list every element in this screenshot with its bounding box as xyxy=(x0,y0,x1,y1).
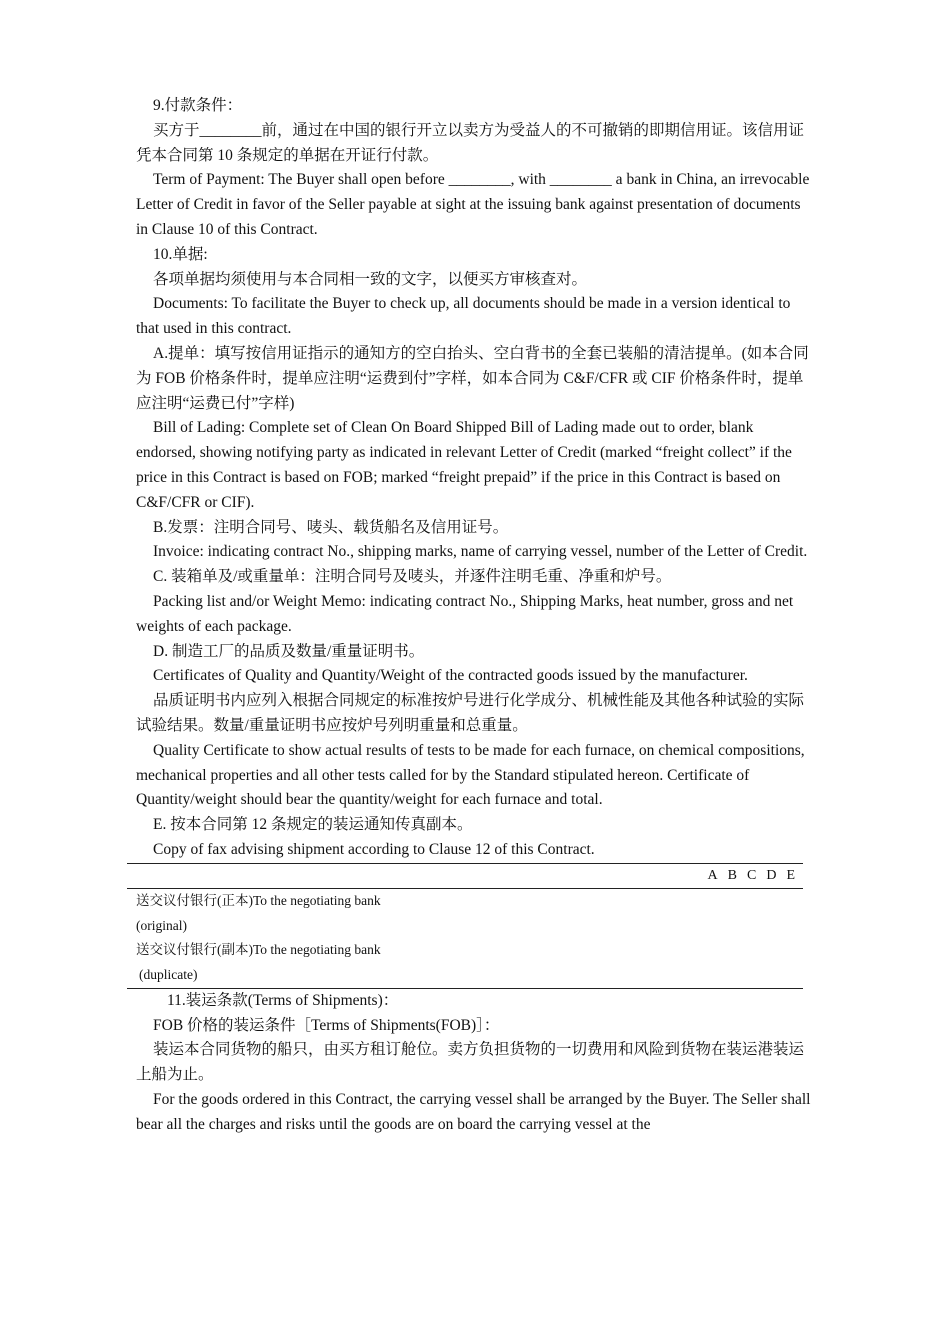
clause-10d2-en: Quality Certificate to show actual results of tests to be made for each furnace, on chemical compositions, mechanical properties and all other tests called for by the Standard stipulated hereon. Certificate of Quantity/weight should bear the quantity/weight for each furnace and total. xyxy=(136,741,805,809)
clause-11-heading: 11.装运条款(Terms of Shipments)： xyxy=(167,991,399,1009)
clause-9-zh: 买方于________前，通过在中国的银行开立以卖方为受益人的不可撤销的即期信用证。该信用证凭本合同第 10 条规定的单据在开证行付款。 xyxy=(136,121,805,164)
table-row: 送交议付银行(副本)To the negotiating bank xyxy=(136,942,381,958)
clause-10-heading: 10.单据: xyxy=(153,245,208,263)
clause-11-zh: 装运本合同货物的船只，由买方租订舱位。卖方负担货物的一切费用和风险到货物在装运港装运上船为止。 xyxy=(136,1041,805,1084)
clause-10-en: Documents: To facilitate the Buyer to check up, all documents should be made in a version identical to that used in this contract. xyxy=(136,295,791,338)
clause-10b-en: Invoice: indicating contract No., shipping marks, name of carrying vessel, number of the Letter of Credit. xyxy=(153,543,808,561)
table-row: (duplicate) xyxy=(139,967,198,983)
clause-11-sub: FOB 价格的装运条件［Terms of Shipments(FOB)］： xyxy=(153,1016,500,1034)
clause-10e-zh: E. 按本合同第 12 条规定的装运通知传真副本。 xyxy=(153,816,473,834)
clause-11 xyxy=(136,989,812,1138)
table-row: 送交议付银行(正本)To the negotiating bank xyxy=(136,892,381,908)
clause-11-en: For the goods ordered in this Contract, the carrying vessel shall be arranged by the Buyer. The Seller shall bear all the charges and risks until the goods are on board the carrying vessel at the xyxy=(136,1091,811,1133)
clause-10d2-zh: 品质证明书内应列入根据合同规定的标准按炉号进行化学成分、机械性能及其他各种试验的实际试验结果。数量/重量证明书应按炉号列明重量和总重量。 xyxy=(136,692,805,734)
clause-10 xyxy=(136,243,812,863)
clause-10b-zh: B.发票：注明合同号、唛头、载货船名及信用证号。 xyxy=(153,518,509,536)
column-header: B xyxy=(727,867,737,883)
documents-table xyxy=(127,863,803,989)
clause-10c-zh: C. 装箱单及/或重量单：注明合同号及唛头，并逐件注明毛重、净重和炉号。 xyxy=(153,568,672,586)
clause-10d-zh: D. 制造工厂的品质及数量/重量证明书。 xyxy=(153,642,425,660)
column-header: A xyxy=(707,867,718,883)
clause-10e-en: Copy of fax advising shipment according to Clause 12 of this Contract. xyxy=(153,840,595,858)
clause-9-heading: 9.付款条件： xyxy=(153,97,243,114)
clause-10-zh: 各项单据均须使用与本合同相一致的文字，以便买方审核查对。 xyxy=(153,270,588,288)
clause-10a-en: Bill of Lading: Complete set of Clean On Board Shipped Bill of Lading made out to order, blank endorsed, showing notifying party as indicated in relevant Letter of Credit (marked “freight collect” if the price in this Contract is based on FOB; marked “freight prepaid” if the price in this Contract is based on C&F/CFR or CIF). xyxy=(136,419,792,511)
table-header-row xyxy=(127,864,803,888)
column-header: D xyxy=(766,867,777,883)
column-header: E xyxy=(786,867,795,883)
clause-10c-en: Packing list and/or Weight Memo: indicating contract No., Shipping Marks, heat number, gross and net weights of each package. xyxy=(136,592,794,635)
clause-9 xyxy=(136,94,812,243)
clause-9-en: Term of Payment: The Buyer shall open before ________, with ________ a bank in China, an irrevocable Letter of Credit in favor of the Seller payable at sight at the issuing bank against presentation of documents in Clause 10 of this Contract. xyxy=(136,171,810,238)
clause-10d-en: Certificates of Quality and Quantity/Weight of the contracted goods issued by the manufacturer. xyxy=(153,667,748,685)
column-header: C xyxy=(746,867,757,883)
table-row: (original) xyxy=(136,917,187,933)
clause-10a-zh: A.提单：填写按信用证指示的通知方的空白抬头、空白背书的全套已装船的清洁提单。(如本合同为 FOB 价格条件时，提单应注明“运费到付”字样，如本合同为 C&F/CFR 或 CIF 价格条件时，提单应注明“运费已付”字样) xyxy=(136,344,809,412)
